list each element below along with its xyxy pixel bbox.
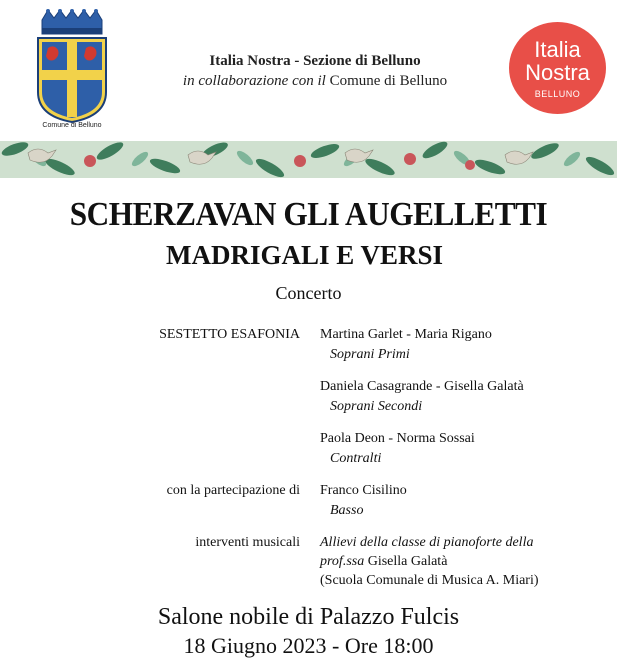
concert-label: Concerto [275,283,342,303]
italia-nostra-logo [509,22,606,114]
collaboration-partner: Comune di Belluno [329,73,448,89]
crest-caption: Comune di Belluno [42,122,102,129]
event-venue: Salone nobile di Palazzo Fulcis [157,604,460,630]
performer-role: Soprani Primi [330,347,410,362]
music-teacher-name: Gisella Galatà [367,554,448,569]
ensemble-label: SESTETTO ESAFONIA [159,327,300,342]
guest-label: con la partecipazione di [166,483,300,498]
concert-subtitle [0,240,617,271]
logo-line-2: Nostra [525,60,590,85]
music-label: interventi musicali [195,535,300,550]
concert-title: SCHERZAVAN GLI AUGELLETTI [69,196,548,233]
decorative-bird-pattern-band [0,141,617,178]
music-teacher-title: prof.ssa [320,554,365,569]
collaboration-prefix: in collaborazione con il [182,73,326,89]
performer-role: Soprani Secondi [330,399,423,414]
performer-names: Martina Garlet - Maria Rigano [320,327,492,342]
music-description-line-1: Allievi della classe di pianoforte della [320,535,534,550]
performer-role: Contralti [330,451,382,466]
guest-role: Basso [330,503,364,518]
event-date: 18 Giugno 2023 - Ore 18:00 [183,633,434,658]
logo-line-3: BELLUNO [534,89,581,99]
belluno-crest-icon [30,8,114,136]
logo-line-1: Italia [534,37,581,62]
music-school: (Scuola Comunale di Musica A. Miari) [320,573,539,588]
collaboration-line [150,73,480,90]
music-description-line-2 [320,554,447,570]
performer-names: Paola Deon - Norma Sossai [320,431,475,446]
guest-name: Franco Cisilino [320,483,407,498]
concert-subtitle-text: MADRIGALI E VERSI [165,240,444,270]
performer-names: Daniela Casagrande - Gisella Galatà [320,379,524,394]
organization-title: Italia Nostra - Sezione di Belluno [209,53,421,69]
